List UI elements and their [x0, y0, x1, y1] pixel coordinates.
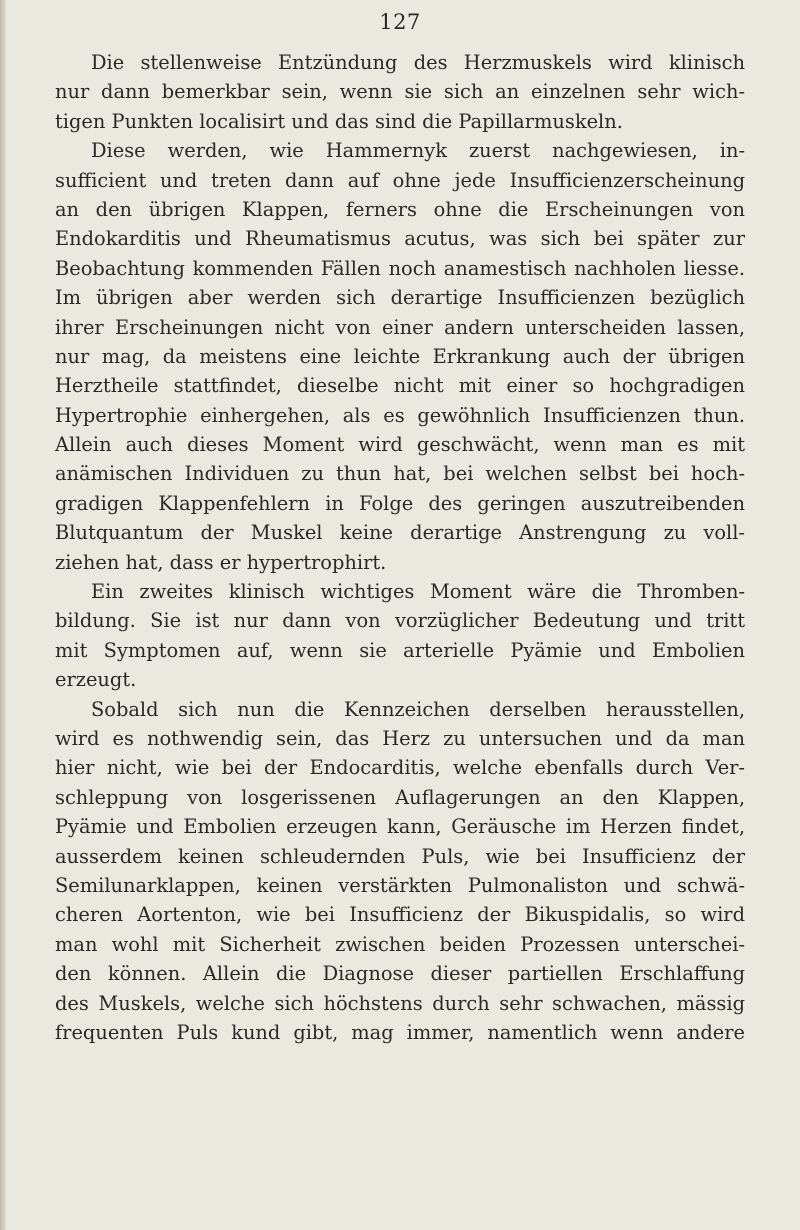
text-line: Blutquantum der Muskel keine derartige Anstrengung zu voll- — [55, 521, 745, 545]
text-line: Herztheile stattfindet, dieselbe nicht mit einer so hochgradigen — [55, 374, 745, 398]
text-line: Im übrigen aber werden sich derartige Insufficienzen bezüglich — [55, 286, 745, 310]
text-line: Pyämie und Embolien erzeugen kann, Geräusche im Herzen findet, — [55, 815, 745, 839]
text-line: des Muskels, welche sich höchstens durch sehr schwachen, mässig — [55, 991, 745, 1015]
text-line: gradigen Klappenfehlern in Folge des geringen auszutreibenden — [55, 491, 745, 515]
text-line: Sobald sich nun die Kennzeichen derselben herausstellen, — [91, 697, 745, 721]
text-line: schleppung von losgerissenen Auflagerungen an den Klappen, — [55, 785, 745, 809]
text-line: Diese werden, wie Hammernyk zuerst nachgewiesen, in- — [91, 139, 745, 163]
text-line: erzeugt. — [55, 668, 137, 692]
text-line: Beobachtung kommenden Fällen noch anamestisch nachholen liesse. — [55, 256, 745, 280]
text-line: anämischen Individuen zu thun hat, bei welchen selbst bei hoch- — [55, 462, 745, 486]
text-line: Endokarditis und Rheumatismus acutus, was sich bei später zur — [55, 227, 745, 251]
text-line: bildung. Sie ist nur dann von vorzüglicher Bedeutung und tritt — [55, 609, 745, 633]
text-line: man wohl mit Sicherheit zwischen beiden Prozessen unterschei- — [55, 932, 745, 956]
text-line: frequenten Puls kund gibt, mag immer, namentlich wenn andere — [55, 1020, 745, 1044]
text-line: an den übrigen Klappen, ferners ohne die Erscheinungen von — [55, 197, 745, 221]
page-number: 127 — [379, 10, 421, 34]
text-line: mit Symptomen auf, wenn sie arterielle Pyämie und Embolien — [55, 638, 745, 662]
text-line: den können. Allein die Diagnose dieser partiellen Erschlaffung — [55, 962, 745, 986]
text-line: ihrer Erscheinungen nicht von einer andern unterscheiden lassen, — [55, 315, 745, 339]
text-line: wird es nothwendig sein, das Herz zu untersuchen und da man — [55, 726, 745, 750]
page-binding-edge — [0, 0, 6, 1230]
text-line: Semilunarklappen, keinen verstärkten Pulmonaliston und schwä- — [55, 873, 745, 897]
text-line: sufficient und treten dann auf ohne jede Insufficienzerscheinung — [55, 168, 745, 192]
body-text — [55, 48, 745, 1047]
text-line: Ein zweites klinisch wichtiges Moment wäre die Thromben- — [91, 580, 745, 604]
text-line: Die stellenweise Entzündung des Herzmuskels wird klinisch — [91, 51, 745, 74]
text-line: nur dann bemerkbar sein, wenn sie sich an einzelnen sehr wich- — [55, 80, 745, 104]
text-line: hier nicht, wie bei der Endocarditis, welche ebenfalls durch Ver- — [55, 756, 745, 780]
text-line: Allein auch dieses Moment wird geschwächt, wenn man es mit — [55, 433, 745, 457]
text-line: cheren Aortenton, wie bei Insufficienz der Bikuspidalis, so wird — [55, 903, 745, 927]
text-line: ziehen hat, dass er hypertrophirt. — [55, 550, 387, 574]
text-line: nur mag, da meistens eine leichte Erkrankung auch der übrigen — [55, 344, 745, 368]
text-line: Hypertrophie einhergehen, als es gewöhnlich Insufficienzen thun. — [55, 403, 745, 427]
text-line: tigen Punkten localisirt und das sind die Papillarmuskeln. — [55, 109, 623, 133]
text-line: ausserdem keinen schleudernden Puls, wie bei Insufficienz der — [55, 844, 745, 868]
